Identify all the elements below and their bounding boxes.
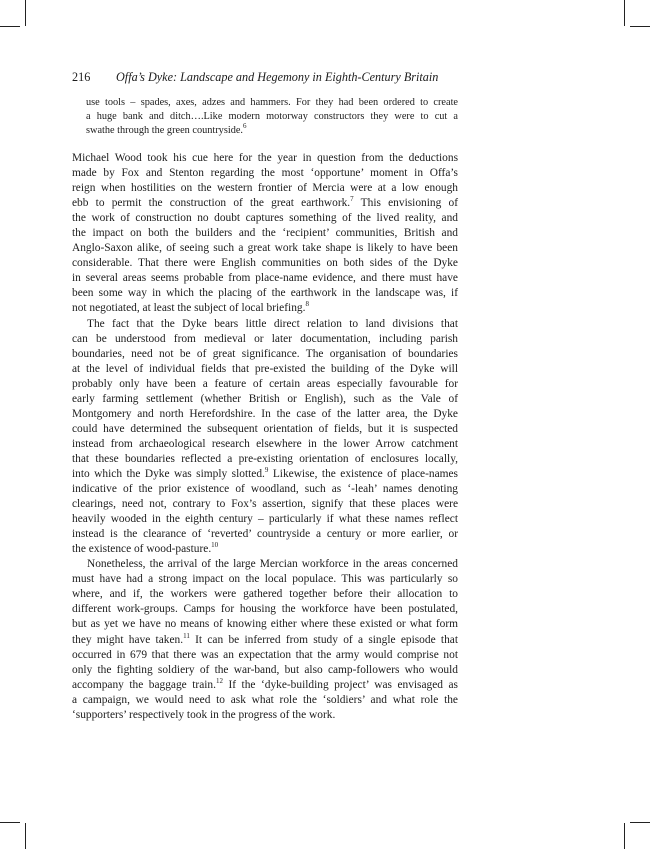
text-segment: instead is the clearance of ‘reverted’ countryside a century or more earlier, or	[72, 528, 458, 541]
text-segment: occurred in 679 that there was an expectation that the army would comprise not	[72, 648, 458, 661]
text-segment: the existence of wood-pasture.	[72, 543, 212, 556]
text-line	[72, 542, 458, 557]
text-line	[72, 678, 458, 693]
text-segment: ebb to permit the construction of the great earthwork.	[72, 197, 351, 210]
text-segment: considerable. That there were English communities on both sides of the Dyke	[72, 257, 458, 270]
text-segment: that these boundaries reflected a pre-existing orientation of enclosures locally,	[72, 452, 458, 465]
text-segment: clearings, need not, contrary to Fox’s assertion, signify that these places were	[72, 498, 458, 511]
text-line	[72, 181, 458, 196]
text-segment: boundaries, need not be of great significance. The organisation of boundaries	[72, 347, 458, 360]
text-line	[72, 362, 458, 377]
text-segment: only the fighting soldiery of the war-band, but also camp-followers who would	[72, 663, 458, 676]
text-segment: Montgomery and north Herefordshire. In the case of the latter area, the Dyke	[72, 407, 458, 420]
text-line	[72, 211, 458, 226]
text-line	[72, 512, 458, 527]
text-segment: ‘supporters’ respectively took in the progress of the work.	[72, 708, 336, 721]
crop-mark	[624, 0, 625, 26]
text-line	[72, 617, 458, 632]
crop-mark	[25, 823, 26, 849]
body-text	[72, 151, 458, 723]
text-segment: the impact on both the builders and the ‘recipient’ communities, British and	[72, 227, 458, 240]
text-line	[72, 301, 458, 316]
footnote-ref: 12	[215, 676, 223, 685]
text-segment: can be understood from medieval or later documentation, including parish	[72, 332, 458, 345]
crop-mark	[25, 0, 26, 26]
text-segment: swathe through the green countryside.	[86, 125, 243, 136]
text-line	[86, 110, 458, 124]
text-line	[72, 557, 458, 572]
text-segment: The fact that the Dyke bears little direct relation to land divisions that	[87, 317, 458, 330]
text-line	[72, 332, 458, 347]
text-segment: must have had a strong impact on the local populace. This was particularly so	[72, 573, 458, 586]
text-line	[72, 602, 458, 617]
text-line	[72, 527, 458, 542]
text-line	[72, 572, 458, 587]
text-line	[72, 633, 458, 648]
text-segment: This envisioning of	[353, 197, 458, 210]
text-segment: could have determined the subsequent orientation of fields, but it is suspected	[72, 422, 458, 435]
crop-mark	[624, 823, 625, 849]
text-line	[72, 708, 458, 723]
text-segment: heavily wooded in the eighth century – particularly if what these names reflect	[72, 513, 458, 526]
text-line	[72, 347, 458, 362]
text-line	[86, 124, 458, 138]
text-segment: but as yet we have no means of knowing either where these existed or what form	[72, 618, 458, 631]
running-header	[72, 70, 472, 85]
text-segment: in several areas seems probable from place-name evidence, and there must have	[72, 272, 458, 285]
text-segment: Michael Wood took his cue here for the year in question from the deductions	[72, 152, 458, 164]
text-line	[72, 166, 458, 181]
text-segment: Nonetheless, the arrival of the large Mercian workforce in the areas concerned	[87, 558, 458, 571]
text-segment: Likewise, the existence of place-names	[268, 467, 458, 480]
text-line	[72, 286, 458, 301]
text-line	[72, 196, 458, 211]
text-line	[72, 452, 458, 467]
text-segment: made by Fox and Stenton regarding the most ‘opportune’ moment in Offa’s	[72, 167, 458, 180]
text-line	[72, 151, 458, 166]
text-segment: early farming settlement (whether British or English), such as the Vale of	[72, 392, 458, 405]
text-segment: they might have taken.	[72, 633, 184, 646]
text-line	[72, 693, 458, 708]
text-segment: at the level of individual fields that pre-existed the building of the Dyke will	[72, 362, 458, 375]
footnote-ref: 11	[183, 631, 190, 640]
text-segment: Anglo-Saxon alike, of seeing such a great work take shape is likely to have been	[72, 242, 458, 255]
text-segment: instead from archaeological research elsewhere in the lower Arrow catchment	[72, 437, 458, 450]
text-line	[72, 377, 458, 392]
page-number: 216	[72, 70, 91, 84]
text-segment: use tools – spades, axes, adzes and hammers. For they had been ordered to create	[86, 97, 458, 108]
running-title: Offa’s Dyke: Landscape and Hegemony in Eighth-Century Britain	[116, 70, 439, 84]
text-line	[72, 271, 458, 286]
footnote-ref: 8	[305, 300, 309, 309]
text-segment: different work-groups. Camps for housing the workforce have been postulated,	[72, 603, 458, 616]
crop-mark	[0, 26, 20, 27]
text-segment: a huge bank and ditch….Like modern motorway constructors they were to cut a	[86, 111, 458, 122]
text-segment: If the ‘dyke-building project’ was envisaged as	[222, 678, 458, 691]
text-line	[72, 663, 458, 678]
text-line	[72, 497, 458, 512]
text-line	[72, 241, 458, 256]
crop-mark	[630, 26, 650, 27]
text-line	[72, 467, 458, 482]
footnote-ref: 7	[350, 195, 354, 204]
text-segment: probably only have been a feature of certain areas especially favourable for	[72, 377, 458, 390]
text-line	[72, 407, 458, 422]
text-line	[72, 226, 458, 241]
text-segment: where, and if, the workers were gathered together before their allocation to	[72, 588, 458, 601]
text-segment: the work of construction no doubt captures something of the lived reality, and	[72, 212, 458, 225]
text-segment: not negotiated, at least the subject of local briefing.	[72, 302, 306, 315]
text-line	[86, 96, 458, 110]
text-line	[72, 482, 458, 497]
footnote-ref: 6	[242, 122, 247, 130]
text-segment: into which the Dyke was simply slotted.	[72, 467, 265, 480]
text-line	[72, 317, 458, 332]
footnote-ref: 10	[211, 541, 219, 550]
text-segment: reign when hostilities on the western frontier of Mercia were at a low enough	[72, 182, 458, 195]
text-line	[72, 437, 458, 452]
text-segment: a campaign, we would need to ask what role the ‘soldiers’ and what role the	[72, 693, 458, 706]
block-quote	[86, 96, 458, 138]
crop-mark	[630, 822, 650, 823]
text-segment: accompany the baggage train.	[72, 678, 216, 691]
text-line	[72, 392, 458, 407]
text-segment: It can be inferred from study of a single episode that	[189, 633, 458, 646]
text-segment: indicative of the prior existence of woodland, such as ‘-leah’ names denoting	[72, 483, 458, 496]
text-line	[72, 256, 458, 271]
text-segment: been some way in which the placing of the earthwork in the landscape was, if	[72, 287, 458, 300]
text-line	[72, 648, 458, 663]
text-line	[72, 422, 458, 437]
crop-mark	[0, 822, 20, 823]
footnote-ref: 9	[264, 465, 269, 474]
text-line	[72, 587, 458, 602]
